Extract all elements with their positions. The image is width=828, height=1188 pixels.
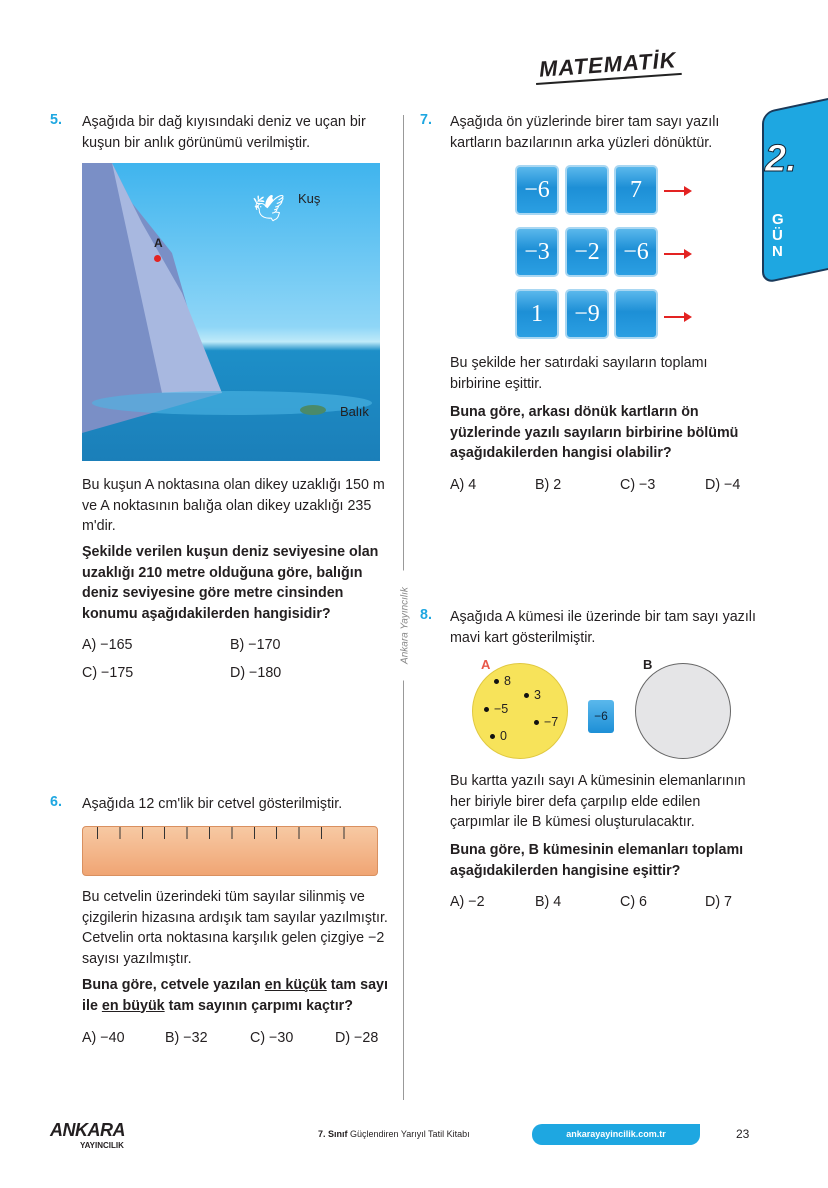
q5-illustration bbox=[82, 163, 380, 461]
q6-number: 6. bbox=[50, 794, 62, 810]
q8-text: Bu kartta yazılı sayı A kümesinin elemanlarının her biriyle birer defa çarpılıp elde edilen çarpımlar ile B kümesi oluşturulacaktır. bbox=[450, 773, 746, 830]
q6-q-part: tam sayı ile bbox=[82, 977, 388, 1014]
q5-option-b[interactable]: B) −170 bbox=[230, 637, 281, 653]
logo-top: ANKARA bbox=[50, 1120, 125, 1140]
set-a-label: A bbox=[481, 657, 491, 672]
arrow-right-icon bbox=[664, 190, 690, 192]
q6-option-b[interactable]: B) −32 bbox=[165, 1030, 208, 1046]
point-a-label: A bbox=[154, 236, 163, 250]
page-number: 23 bbox=[736, 1127, 750, 1141]
book-name: Güçlendiren Yarıyıl Tatil Kitabı bbox=[347, 1129, 470, 1139]
card: 1 bbox=[515, 289, 559, 339]
q5-intro: Aşağıda bir dağ kıyısındaki deniz ve uçan bir kuşun bir anlık görünümü verilmiştir. bbox=[82, 114, 366, 151]
q6-option-a[interactable]: A) −40 bbox=[82, 1030, 125, 1046]
logo-bottom: YAYINCILIK bbox=[80, 1141, 124, 1150]
q6-intro: Aşağıda 12 cm'lik bir cetvel gösterilmiştir. bbox=[82, 796, 343, 812]
q8-number: 8. bbox=[420, 607, 432, 623]
website-link[interactable]: ankarayayincilik.com.tr bbox=[532, 1124, 700, 1145]
card-hidden bbox=[565, 165, 609, 215]
q7-text: Bu şekilde her satırdaki sayıların toplamı birbirine eşittir. bbox=[450, 355, 708, 392]
set-b bbox=[635, 663, 731, 759]
card: −9 bbox=[565, 289, 609, 339]
q6-question bbox=[82, 975, 388, 1016]
point-a-dot bbox=[154, 255, 161, 262]
blue-card: −6 bbox=[588, 700, 614, 733]
q6-q-underlined: en küçük bbox=[264, 977, 327, 993]
q6-q-underlined: en büyük bbox=[101, 997, 165, 1014]
day-label: GÜN bbox=[772, 211, 784, 260]
set-a-element: −5 bbox=[484, 702, 508, 716]
q5-number: 5. bbox=[50, 112, 62, 128]
set-a-element: 8 bbox=[494, 674, 511, 688]
q8-option-c[interactable]: C) 6 bbox=[620, 894, 648, 910]
publisher-logo bbox=[50, 1120, 125, 1150]
q7-option-a[interactable]: A) 4 bbox=[450, 477, 477, 493]
arrow-right-icon bbox=[664, 316, 690, 318]
q7-option-d[interactable]: D) −4 bbox=[705, 477, 741, 493]
set-a-element: 3 bbox=[524, 688, 541, 702]
q5-text: Bu kuşun A noktasına olan dikey uzaklığı 150 m ve A noktasının balığa olan dikey uzaklığı 235 m'dir. bbox=[82, 477, 385, 534]
q6-option-c[interactable]: C) −30 bbox=[250, 1030, 294, 1046]
fish-icon bbox=[300, 405, 326, 415]
fish-label: Balık bbox=[340, 404, 369, 419]
q6-q-part: Buna göre, cetvele yazılan bbox=[82, 977, 265, 993]
set-a-element: −7 bbox=[534, 715, 558, 729]
q8-option-d[interactable]: D) 7 bbox=[705, 894, 733, 910]
q5-option-a[interactable]: A) −165 bbox=[82, 637, 133, 653]
q7-question: Buna göre, arkası dönük kartların ön yüzlerinde yazılı sayıların birbirine bölümü aşağıdakilerden hangisi olabilir? bbox=[450, 404, 739, 461]
set-b-label: B bbox=[643, 657, 653, 672]
ruler bbox=[82, 826, 378, 876]
q7-option-c[interactable]: C) −3 bbox=[620, 477, 656, 493]
watermark: Ankara Yayıncılık bbox=[400, 571, 411, 681]
q8-intro: Aşağıda A kümesi ile üzerinde bir tam sayı yazılı mavi kart gösterilmiştir. bbox=[450, 609, 756, 646]
set-a-element: 0 bbox=[490, 729, 507, 743]
card: −6 bbox=[614, 227, 658, 277]
bird-label: Kuş bbox=[298, 191, 321, 206]
subject-title: MATEMATİK bbox=[534, 47, 681, 85]
card: 7 bbox=[614, 165, 658, 215]
day-number: 2. bbox=[765, 138, 797, 180]
card: −2 bbox=[565, 227, 609, 277]
mountain-icon bbox=[82, 163, 380, 461]
q7-option-b[interactable]: B) 2 bbox=[535, 477, 562, 493]
bird-icon: 🕊 bbox=[252, 193, 286, 223]
q8-question: Buna göre, B kümesinin elemanları toplamı aşağıdakilerden hangisine eşittir? bbox=[450, 842, 744, 879]
arrow-right-icon bbox=[664, 253, 690, 255]
q8-option-b[interactable]: B) 4 bbox=[535, 894, 562, 910]
q6-q-part: tam sayının çarpımı kaçtır? bbox=[164, 997, 353, 1014]
card: −3 bbox=[515, 227, 559, 277]
q5-question: Şekilde verilen kuşun deniz seviyesine olan uzaklığı 210 metre olduğuna göre, balığın deniz seviyesine göre metre cinsinden konumu aşağıdakilerden hangisidir? bbox=[82, 544, 379, 622]
q6-option-d[interactable]: D) −28 bbox=[335, 1030, 379, 1046]
q5-option-d[interactable]: D) −180 bbox=[230, 665, 282, 681]
q7-number: 7. bbox=[420, 112, 432, 128]
q7-intro: Aşağıda ön yüzlerinde birer tam sayı yazılı kartların bazılarının arka yüzleri dönüktür. bbox=[450, 114, 720, 151]
q5-option-c[interactable]: C) −175 bbox=[82, 665, 134, 681]
q8-option-a[interactable]: A) −2 bbox=[450, 894, 485, 910]
card-hidden bbox=[614, 289, 658, 339]
book-title bbox=[318, 1129, 470, 1139]
book-grade: 7. Sınıf bbox=[318, 1129, 348, 1139]
card: −6 bbox=[515, 165, 559, 215]
q6-text: Bu cetvelin üzerindeki tüm sayılar silinmiş ve çizgilerin hizasına ardışık tam sayılar yazılmıştır. Cetvelin orta noktasına karşılık gelen çizgiye −2 sayısı yazılmıştır. bbox=[82, 889, 388, 967]
